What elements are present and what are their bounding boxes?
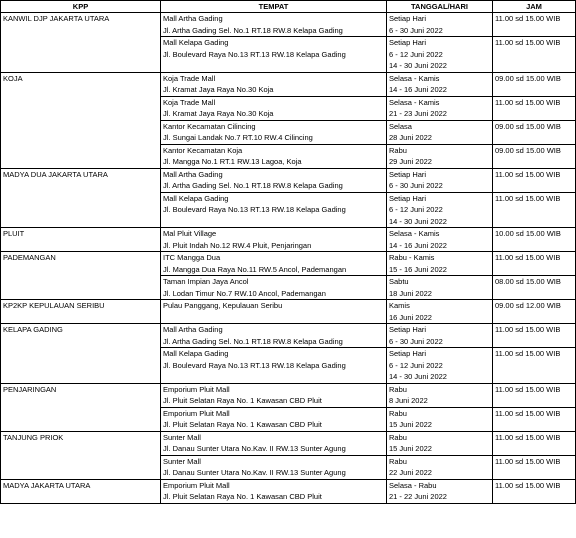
- date-line: Rabu: [389, 408, 407, 418]
- date-line: 22 Juni 2022: [389, 468, 432, 477]
- date-line: 15 Juni 2022: [389, 420, 432, 429]
- date-line: 14 - 30 Juni 2022: [389, 61, 447, 70]
- venue-name: Mall Kelapa Gading: [163, 193, 229, 203]
- kpp-cell: PADEMANGAN: [1, 252, 161, 300]
- tempat-cell: [161, 479, 387, 503]
- tanggal-cell: [387, 228, 493, 252]
- tempat-cell: [161, 407, 387, 431]
- tempat-cell: [161, 144, 387, 168]
- date-line: Selasa: [389, 121, 412, 131]
- venue-address: Jl. Artha Gading Sel. No.1 RT.18 RW.8 Kelapa Gading: [163, 181, 343, 190]
- venue-address: Jl. Mangga No.1 RT.1 RW.13 Lagoa, Koja: [163, 157, 302, 166]
- date-line: Setiap Hari: [389, 14, 427, 23]
- jam-cell: 09.00 sd 15.00 WIB: [493, 120, 576, 144]
- venue-name: Mall Artha Gading: [163, 325, 223, 334]
- header-jam: JAM: [493, 1, 576, 13]
- header-tanggal: TANGGAL/HARI: [387, 1, 493, 13]
- venue-address: Jl. Pluit Selatan Raya No. 1 Kawasan CBD Pluit: [163, 396, 322, 405]
- venue-name: Emporium Pluit Mall: [163, 480, 230, 490]
- kpp-cell: KP2KP KEPULAUAN SERIBU: [1, 300, 161, 324]
- tempat-cell: [161, 455, 387, 479]
- venue-address: Jl. Kramat Jaya Raya No.30 Koja: [163, 85, 274, 94]
- date-line: 6 - 30 Juni 2022: [389, 336, 443, 346]
- table-row: [1, 72, 576, 96]
- tanggal-cell: [387, 383, 493, 407]
- date-line: Rabu: [389, 456, 407, 466]
- tanggal-cell: [387, 37, 493, 73]
- tempat-cell: [161, 228, 387, 252]
- tempat-cell: [161, 431, 387, 455]
- jam-cell: 11.00 sd 15.00 WIB: [493, 407, 576, 431]
- venue-name: Pulau Panggang, Kepulauan Seribu: [163, 301, 283, 310]
- jam-cell: 11.00 sd 15.00 WIB: [493, 431, 576, 455]
- tanggal-cell: [387, 120, 493, 144]
- date-line: 8 Juni 2022: [389, 396, 428, 405]
- tempat-cell: [161, 168, 387, 192]
- venue-name: Emporium Pluit Mall: [163, 408, 230, 418]
- date-line: 16 Juni 2022: [389, 312, 432, 322]
- tanggal-cell: [387, 324, 493, 348]
- venue-address: [163, 312, 386, 324]
- kpp-cell: TANJUNG PRIOK: [1, 431, 161, 479]
- date-line: 15 Juni 2022: [389, 444, 432, 453]
- date-line: 14 - 16 Juni 2022: [389, 240, 447, 250]
- venue-name: Mal Pluit Village: [163, 229, 217, 238]
- tempat-cell: [161, 324, 387, 348]
- jam-cell: 11.00 sd 15.00 WIB: [493, 96, 576, 120]
- venue-address: Jl. Mangga Dua Raya No.11 RW.5 Ancol, Pademangan: [163, 264, 347, 274]
- header-kpp: KPP: [1, 1, 161, 13]
- date-line: Setiap Hari: [389, 38, 427, 47]
- date-line: Selasa - Kamis: [389, 229, 440, 238]
- tempat-cell: [161, 13, 387, 37]
- kpp-cell: MADYA DUA JAKARTA UTARA: [1, 168, 161, 228]
- tanggal-cell: [387, 348, 493, 384]
- date-line: 21 - 23 Juni 2022: [389, 109, 447, 118]
- jam-cell: 11.00 sd 15.00 WIB: [493, 455, 576, 479]
- kpp-cell: KANWIL DJP JAKARTA UTARA: [1, 13, 161, 73]
- schedule-body: [1, 13, 576, 504]
- jam-cell: 11.00 sd 15.00 WIB: [493, 192, 576, 228]
- date-line: 15 - 16 Juni 2022: [389, 264, 447, 274]
- date-line: Rabu - Kamis: [389, 253, 435, 262]
- jam-cell: 10.00 sd 15.00 WIB: [493, 228, 576, 252]
- jam-cell: 09.00 sd 15.00 WIB: [493, 72, 576, 96]
- jam-cell: 11.00 sd 15.00 WIB: [493, 13, 576, 37]
- tanggal-cell: [387, 455, 493, 479]
- tanggal-cell: [387, 252, 493, 276]
- tanggal-cell: [387, 300, 493, 324]
- venue-name: Kantor Kecamatan Koja: [163, 145, 243, 155]
- date-line: Sabtu: [389, 277, 409, 286]
- date-line: 6 - 12 Juni 2022: [389, 360, 443, 370]
- venue-address: Jl. Pluit Selatan Raya No. 1 Kawasan CBD Pluit: [163, 492, 322, 501]
- jam-cell: 11.00 sd 15.00 WIB: [493, 383, 576, 407]
- table-row: [1, 479, 576, 503]
- tanggal-cell: [387, 144, 493, 168]
- date-line: 14 - 30 Juni 2022: [389, 372, 447, 381]
- venue-name: Sunter Mall: [163, 456, 201, 466]
- venue-name: Koja Trade Mall: [163, 97, 216, 107]
- venue-address: Jl. Lodan Timur No.7 RW.10 Ancol, Pademangan: [163, 288, 326, 298]
- date-line: 6 - 30 Juni 2022: [389, 25, 443, 35]
- tempat-cell: [161, 192, 387, 228]
- venue-name: Taman Impian Jaya Ancol: [163, 277, 249, 286]
- tempat-cell: [161, 300, 387, 324]
- date-line: 14 - 16 Juni 2022: [389, 85, 447, 94]
- tempat-cell: [161, 348, 387, 384]
- tempat-cell: [161, 276, 387, 300]
- table-row: [1, 252, 576, 276]
- jam-cell: 11.00 sd 15.00 WIB: [493, 348, 576, 384]
- tanggal-cell: [387, 168, 493, 192]
- date-line: Rabu: [389, 145, 407, 155]
- venue-name: Sunter Mall: [163, 432, 201, 442]
- tempat-cell: [161, 96, 387, 120]
- venue-address: Jl. Boulevard Raya No.13 RT.13 RW.18 Kelapa Gading: [163, 360, 346, 370]
- table-row: [1, 383, 576, 407]
- date-line: 6 - 30 Juni 2022: [389, 181, 443, 190]
- table-row: [1, 13, 576, 37]
- tanggal-cell: [387, 276, 493, 300]
- jam-cell: 08.00 sd 15.00 WIB: [493, 276, 576, 300]
- jam-cell: 11.00 sd 15.00 WIB: [493, 252, 576, 276]
- venue-name: Mall Kelapa Gading: [163, 38, 229, 47]
- table-row: [1, 324, 576, 348]
- date-line: Selasa - Kamis: [389, 97, 440, 107]
- venue-name: Koja Trade Mall: [163, 73, 216, 83]
- date-line: 21 - 22 Juni 2022: [389, 492, 447, 501]
- table-row: [1, 228, 576, 252]
- date-line: Rabu: [389, 432, 407, 442]
- jam-cell: 11.00 sd 15.00 WIB: [493, 37, 576, 73]
- venue-address: Jl. Boulevard Raya No.13 RT.13 RW.18 Kelapa Gading: [163, 205, 346, 214]
- jam-cell: 11.00 sd 15.00 WIB: [493, 324, 576, 348]
- table-row: [1, 168, 576, 192]
- venue-address: Jl. Sungai Landak No.7 RT.10 RW.4 Cilincing: [163, 133, 313, 142]
- tanggal-cell: [387, 431, 493, 455]
- tempat-cell: [161, 37, 387, 73]
- venue-name: Mall Artha Gading: [163, 169, 223, 179]
- kpp-cell: PLUIT: [1, 228, 161, 252]
- date-line: 28 Juni 2022: [389, 133, 432, 142]
- tanggal-cell: [387, 96, 493, 120]
- header-tempat: TEMPAT: [161, 1, 387, 13]
- date-line: 14 - 30 Juni 2022: [389, 216, 447, 226]
- date-line: 29 Juni 2022: [389, 157, 432, 166]
- tanggal-cell: [387, 407, 493, 431]
- tanggal-cell: [387, 479, 493, 503]
- date-line: Kamis: [389, 301, 410, 310]
- venue-address: Jl. Danau Sunter Utara No.Kav. II RW.13 Sunter Agung: [163, 444, 346, 453]
- date-line: 6 - 12 Juni 2022: [389, 205, 443, 214]
- date-line: Setiap Hari: [389, 349, 427, 358]
- tempat-cell: [161, 72, 387, 96]
- venue-name: Emporium Pluit Mall: [163, 384, 230, 394]
- tanggal-cell: [387, 72, 493, 96]
- venue-name: Mall Artha Gading: [163, 14, 223, 23]
- table-row: [1, 300, 576, 324]
- kpp-cell: KOJA: [1, 72, 161, 168]
- date-line: Setiap Hari: [389, 325, 427, 334]
- venue-address: Jl. Pluit Selatan Raya No. 1 Kawasan CBD Pluit: [163, 420, 322, 429]
- date-line: Rabu: [389, 384, 407, 394]
- date-line: 6 - 12 Juni 2022: [389, 49, 443, 59]
- jam-cell: 11.00 sd 15.00 WIB: [493, 479, 576, 503]
- tanggal-cell: [387, 13, 493, 37]
- venue-name: ITC Mangga Dua: [163, 253, 221, 262]
- kpp-cell: KELAPA GADING: [1, 324, 161, 384]
- jam-cell: 09.00 sd 15.00 WIB: [493, 144, 576, 168]
- tanggal-cell: [387, 192, 493, 228]
- date-line: Setiap Hari: [389, 193, 427, 203]
- venue-address: Jl. Artha Gading Sel. No.1 RT.18 RW.8 Kelapa Gading: [163, 25, 343, 35]
- venue-address: Jl. Boulevard Raya No.13 RT.13 RW.18 Kelapa Gading: [163, 49, 346, 59]
- kpp-cell: MADYA JAKARTA UTARA: [1, 479, 161, 503]
- tempat-cell: [161, 120, 387, 144]
- jam-cell: 11.00 sd 15.00 WIB: [493, 168, 576, 192]
- header-row: [1, 1, 576, 13]
- venue-name: Mall Kelapa Gading: [163, 349, 229, 358]
- venue-address: Jl. Kramat Jaya Raya No.30 Koja: [163, 109, 274, 118]
- date-line: Selasa - Rabu: [389, 480, 437, 490]
- venue-address: Jl. Artha Gading Sel. No.1 RT.18 RW.8 Kelapa Gading: [163, 336, 343, 346]
- venue-address: Jl. Pluit Indah No.12 RW.4 Pluit, Penjaringan: [163, 240, 312, 250]
- venue-name: Kantor Kecamatan Cilincing: [163, 121, 256, 131]
- tempat-cell: [161, 383, 387, 407]
- kpp-cell: PENJARINGAN: [1, 383, 161, 431]
- tempat-cell: [161, 252, 387, 276]
- date-line: 18 Juni 2022: [389, 288, 432, 298]
- date-line: Selasa - Kamis: [389, 73, 440, 83]
- table-row: [1, 431, 576, 455]
- date-line: Setiap Hari: [389, 169, 427, 179]
- venue-address: Jl. Danau Sunter Utara No.Kav. II RW.13 Sunter Agung: [163, 468, 346, 477]
- jam-cell: 09.00 sd 12.00 WIB: [493, 300, 576, 324]
